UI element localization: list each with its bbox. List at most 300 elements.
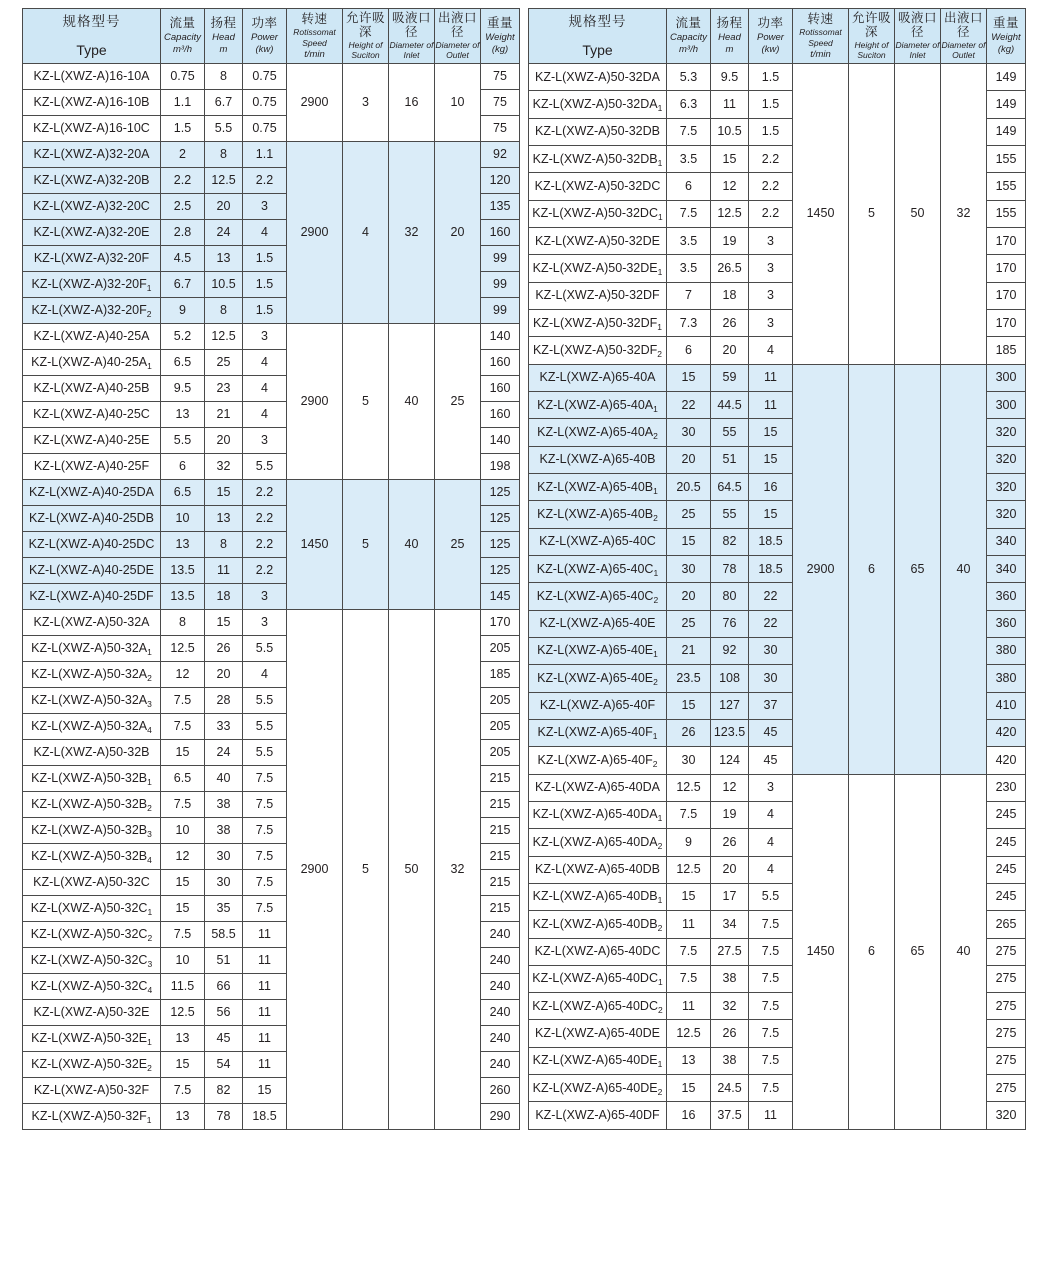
right-table-body bbox=[529, 64, 1026, 1130]
cell-capacity: 6.3 bbox=[667, 91, 711, 118]
cell-type: KZ-L(XWZ-A)50-32DA bbox=[529, 64, 667, 91]
cell-weight: 149 bbox=[987, 91, 1026, 118]
cell-head: 11 bbox=[711, 91, 749, 118]
cell-type: KZ-L(XWZ-A)50-32DE bbox=[529, 227, 667, 254]
cell-head: 127 bbox=[711, 692, 749, 719]
cell-head: 9.5 bbox=[711, 64, 749, 91]
header-type bbox=[23, 9, 161, 64]
header-head bbox=[205, 9, 243, 64]
cell-suction-height: 4 bbox=[343, 142, 389, 324]
cell-head: 8 bbox=[205, 298, 243, 324]
header-type-en: Type bbox=[582, 41, 613, 58]
cell-weight: 245 bbox=[987, 856, 1026, 883]
left-spec-table bbox=[22, 8, 520, 1130]
cell-type: KZ-L(XWZ-A)50-32DF bbox=[529, 282, 667, 309]
cell-head: 26.5 bbox=[711, 255, 749, 282]
cell-type: KZ-L(XWZ-A)40-25F bbox=[23, 454, 161, 480]
cell-type: $KZ-L(XWZ-A)65-40DC_1$ bbox=[529, 965, 667, 992]
cell-speed: 2900 bbox=[287, 610, 343, 1130]
cell-head: 76 bbox=[711, 610, 749, 637]
header-outlet-cn: 出液口径 bbox=[943, 11, 983, 40]
cell-head: 27.5 bbox=[711, 938, 749, 965]
cell-power: 5.5 bbox=[749, 883, 793, 910]
cell-weight: 185 bbox=[481, 662, 520, 688]
cell-type: $KZ-L(XWZ-A)50-32DB_1$ bbox=[529, 145, 667, 172]
cell-head: 35 bbox=[205, 896, 243, 922]
header-outlet bbox=[941, 9, 987, 64]
cell-weight: 75 bbox=[481, 90, 520, 116]
header-weight-cn: 重量 bbox=[992, 16, 1019, 31]
cell-weight: 240 bbox=[481, 948, 520, 974]
cell-weight: 99 bbox=[481, 246, 520, 272]
cell-power: 11 bbox=[243, 1026, 287, 1052]
cell-type: $KZ-L(XWZ-A)65-40DE_1$ bbox=[529, 1047, 667, 1074]
cell-weight: 275 bbox=[987, 1075, 1026, 1102]
cell-type: $KZ-L(XWZ-A)50-32C_4$ bbox=[23, 974, 161, 1000]
cell-power: 3 bbox=[749, 282, 793, 309]
cell-outlet: 20 bbox=[435, 142, 481, 324]
cell-capacity: 3.5 bbox=[667, 255, 711, 282]
cell-weight: 340 bbox=[987, 555, 1026, 582]
cell-power: 7.5 bbox=[243, 870, 287, 896]
cell-suction-height: 5 bbox=[849, 64, 895, 365]
table-row bbox=[23, 64, 520, 90]
cell-capacity: 7.5 bbox=[161, 714, 205, 740]
cell-head: 12.5 bbox=[205, 168, 243, 194]
cell-head: 59 bbox=[711, 364, 749, 391]
cell-power: 7.5 bbox=[749, 1047, 793, 1074]
cell-power: 4 bbox=[243, 402, 287, 428]
cell-power: 18.5 bbox=[749, 555, 793, 582]
cell-power: 3 bbox=[749, 774, 793, 801]
cell-suction-height: 6 bbox=[849, 364, 895, 774]
cell-capacity: 6.5 bbox=[161, 350, 205, 376]
cell-capacity: 7.5 bbox=[667, 200, 711, 227]
cell-power: 22 bbox=[749, 583, 793, 610]
header-power-en: Power bbox=[251, 31, 278, 43]
cell-type: KZ-L(XWZ-A)65-40DA bbox=[529, 774, 667, 801]
cell-type: KZ-L(XWZ-A)50-32C bbox=[23, 870, 161, 896]
cell-weight: 155 bbox=[987, 173, 1026, 200]
header-power bbox=[243, 9, 287, 64]
cell-head: 8 bbox=[205, 532, 243, 558]
cell-weight: 155 bbox=[987, 200, 1026, 227]
cell-capacity: 3.5 bbox=[667, 145, 711, 172]
cell-power: 7.5 bbox=[749, 911, 793, 938]
cell-head: 78 bbox=[205, 1104, 243, 1130]
cell-type: $KZ-L(XWZ-A)65-40C_1$ bbox=[529, 555, 667, 582]
cell-power: 1.5 bbox=[243, 298, 287, 324]
cell-type: KZ-L(XWZ-A)65-40DF bbox=[529, 1102, 667, 1130]
cell-power: 11 bbox=[749, 391, 793, 418]
cell-capacity: 9 bbox=[667, 829, 711, 856]
header-inlet-en: Diameter of Inlet bbox=[389, 39, 434, 61]
cell-power: 15 bbox=[749, 419, 793, 446]
header-suction-height-en: Height of Suciton bbox=[348, 39, 383, 61]
cell-head: 13 bbox=[205, 246, 243, 272]
cell-power: 5.5 bbox=[243, 740, 287, 766]
cell-capacity: 25 bbox=[667, 501, 711, 528]
cell-type: KZ-L(XWZ-A)32-20C bbox=[23, 194, 161, 220]
cell-type: $KZ-L(XWZ-A)65-40DB_2$ bbox=[529, 911, 667, 938]
cell-weight: 160 bbox=[481, 376, 520, 402]
cell-type: KZ-L(XWZ-A)40-25B bbox=[23, 376, 161, 402]
header-inlet bbox=[895, 9, 941, 64]
cell-type: $KZ-L(XWZ-A)65-40E_2$ bbox=[529, 665, 667, 692]
cell-head: 20 bbox=[711, 856, 749, 883]
cell-power: 0.75 bbox=[243, 116, 287, 142]
table-gap bbox=[520, 8, 528, 1130]
cell-type: $KZ-L(XWZ-A)50-32DE_1$ bbox=[529, 255, 667, 282]
cell-weight: 120 bbox=[481, 168, 520, 194]
cell-head: 18 bbox=[205, 584, 243, 610]
cell-capacity: 7 bbox=[667, 282, 711, 309]
header-head-cn: 扬程 bbox=[716, 16, 743, 31]
cell-power: 7.5 bbox=[243, 844, 287, 870]
cell-type: $KZ-L(XWZ-A)32-20F_1$ bbox=[23, 272, 161, 298]
cell-type: KZ-L(XWZ-A)65-40B bbox=[529, 446, 667, 473]
cell-speed: 2900 bbox=[793, 364, 849, 774]
cell-weight: 205 bbox=[481, 714, 520, 740]
cell-head: 12.5 bbox=[205, 324, 243, 350]
cell-power: 11 bbox=[749, 364, 793, 391]
cell-head: 123.5 bbox=[711, 719, 749, 746]
cell-weight: 215 bbox=[481, 896, 520, 922]
cell-head: 21 bbox=[205, 402, 243, 428]
cell-type: $KZ-L(XWZ-A)65-40E_1$ bbox=[529, 637, 667, 664]
cell-power: 1.5 bbox=[749, 91, 793, 118]
cell-capacity: 8 bbox=[161, 610, 205, 636]
cell-power: 5.5 bbox=[243, 636, 287, 662]
left-table-header bbox=[23, 9, 520, 64]
header-capacity-cn: 流量 bbox=[675, 16, 702, 31]
cell-capacity: 2.2 bbox=[161, 168, 205, 194]
cell-weight: 275 bbox=[987, 938, 1026, 965]
cell-head: 38 bbox=[711, 1047, 749, 1074]
cell-type: KZ-L(XWZ-A)40-25DB bbox=[23, 506, 161, 532]
header-speed bbox=[793, 9, 849, 64]
cell-power: 7.5 bbox=[749, 1075, 793, 1102]
cell-speed: 1450 bbox=[793, 774, 849, 1129]
cell-type: $KZ-L(XWZ-A)40-25A_1$ bbox=[23, 350, 161, 376]
header-suction-height-en: Height of Suciton bbox=[854, 39, 889, 61]
cell-power: 3 bbox=[243, 194, 287, 220]
cell-head: 20 bbox=[711, 337, 749, 364]
cell-weight: 215 bbox=[481, 870, 520, 896]
cell-power: 1.5 bbox=[749, 64, 793, 91]
cell-type: KZ-L(XWZ-A)65-40A bbox=[529, 364, 667, 391]
cell-capacity: 12.5 bbox=[667, 1020, 711, 1047]
cell-capacity: 15 bbox=[667, 528, 711, 555]
cell-type: $KZ-L(XWZ-A)32-20F_2$ bbox=[23, 298, 161, 324]
cell-type: $KZ-L(XWZ-A)65-40F_2$ bbox=[529, 747, 667, 774]
cell-power: 5.5 bbox=[243, 714, 287, 740]
cell-type: $KZ-L(XWZ-A)65-40C_2$ bbox=[529, 583, 667, 610]
cell-suction-height: 5 bbox=[343, 324, 389, 480]
cell-head: 17 bbox=[711, 883, 749, 910]
cell-head: 55 bbox=[711, 419, 749, 446]
cell-power: 4 bbox=[243, 350, 287, 376]
cell-power: 0.75 bbox=[243, 64, 287, 90]
header-speed-cn: 转速 bbox=[807, 11, 834, 26]
cell-power: 7.5 bbox=[749, 993, 793, 1020]
cell-capacity: 6 bbox=[161, 454, 205, 480]
cell-type: $KZ-L(XWZ-A)50-32A_1$ bbox=[23, 636, 161, 662]
cell-capacity: 6.5 bbox=[161, 480, 205, 506]
cell-head: 80 bbox=[711, 583, 749, 610]
header-row bbox=[529, 9, 1026, 64]
cell-weight: 265 bbox=[987, 911, 1026, 938]
cell-head: 15 bbox=[205, 610, 243, 636]
cell-head: 5.5 bbox=[205, 116, 243, 142]
cell-head: 15 bbox=[711, 145, 749, 172]
table-row bbox=[23, 480, 520, 506]
cell-capacity: 1.1 bbox=[161, 90, 205, 116]
cell-head: 34 bbox=[711, 911, 749, 938]
cell-capacity: 12.5 bbox=[161, 636, 205, 662]
header-outlet-en: Diameter of Outlet bbox=[941, 39, 986, 61]
cell-weight: 320 bbox=[987, 473, 1026, 500]
cell-weight: 275 bbox=[987, 965, 1026, 992]
cell-head: 19 bbox=[711, 227, 749, 254]
header-weight-en: Weight bbox=[485, 31, 515, 43]
header-power bbox=[749, 9, 793, 64]
cell-capacity: 13 bbox=[667, 1047, 711, 1074]
cell-power: 11 bbox=[243, 974, 287, 1000]
cell-weight: 420 bbox=[987, 719, 1026, 746]
cell-weight: 125 bbox=[481, 558, 520, 584]
cell-weight: 215 bbox=[481, 818, 520, 844]
header-weight bbox=[987, 9, 1026, 64]
cell-weight: 149 bbox=[987, 64, 1026, 91]
cell-capacity: 6.7 bbox=[161, 272, 205, 298]
cell-power: 4 bbox=[749, 856, 793, 883]
cell-speed: 2900 bbox=[287, 324, 343, 480]
cell-type: KZ-L(XWZ-A)50-32DC bbox=[529, 173, 667, 200]
cell-head: 40 bbox=[205, 766, 243, 792]
cell-weight: 360 bbox=[987, 610, 1026, 637]
cell-capacity: 15 bbox=[161, 896, 205, 922]
cell-power: 1.1 bbox=[243, 142, 287, 168]
cell-capacity: 12.5 bbox=[161, 1000, 205, 1026]
cell-type: KZ-L(XWZ-A)50-32E bbox=[23, 1000, 161, 1026]
header-suction-height-cn: 允许吸深 bbox=[345, 11, 385, 40]
cell-weight: 260 bbox=[481, 1078, 520, 1104]
header-type-cn: 规格型号 bbox=[568, 13, 627, 29]
cell-power: 4 bbox=[749, 829, 793, 856]
header-head-unit: m bbox=[219, 43, 228, 55]
cell-weight: 140 bbox=[481, 324, 520, 350]
cell-power: 2.2 bbox=[749, 173, 793, 200]
cell-inlet: 65 bbox=[895, 364, 941, 774]
cell-head: 20 bbox=[205, 428, 243, 454]
table-row bbox=[529, 774, 1026, 801]
cell-type: $KZ-L(XWZ-A)50-32C_3$ bbox=[23, 948, 161, 974]
cell-head: 28 bbox=[205, 688, 243, 714]
cell-capacity: 12 bbox=[161, 844, 205, 870]
cell-head: 26 bbox=[711, 309, 749, 336]
header-weight-unit: (kg) bbox=[491, 43, 509, 55]
cell-head: 82 bbox=[205, 1078, 243, 1104]
cell-head: 45 bbox=[205, 1026, 243, 1052]
header-row bbox=[23, 9, 520, 64]
cell-head: 10.5 bbox=[711, 118, 749, 145]
cell-type: $KZ-L(XWZ-A)50-32DC_1$ bbox=[529, 200, 667, 227]
cell-weight: 145 bbox=[481, 584, 520, 610]
cell-head: 56 bbox=[205, 1000, 243, 1026]
cell-power: 11 bbox=[243, 1000, 287, 1026]
table-row bbox=[23, 142, 520, 168]
cell-capacity: 15 bbox=[667, 364, 711, 391]
cell-type: $KZ-L(XWZ-A)65-40DE_2$ bbox=[529, 1075, 667, 1102]
cell-capacity: 20 bbox=[667, 583, 711, 610]
cell-power: 7.5 bbox=[243, 766, 287, 792]
cell-head: 24 bbox=[205, 220, 243, 246]
cell-power: 4 bbox=[749, 801, 793, 828]
cell-weight: 170 bbox=[987, 255, 1026, 282]
cell-capacity: 30 bbox=[667, 419, 711, 446]
cell-weight: 320 bbox=[987, 419, 1026, 446]
cell-power: 11 bbox=[243, 922, 287, 948]
header-speed-unit: t/min bbox=[304, 48, 325, 60]
cell-power: 2.2 bbox=[749, 200, 793, 227]
cell-capacity: 2 bbox=[161, 142, 205, 168]
cell-head: 108 bbox=[711, 665, 749, 692]
cell-power: 5.5 bbox=[243, 688, 287, 714]
cell-capacity: 13.5 bbox=[161, 558, 205, 584]
cell-capacity: 7.5 bbox=[161, 688, 205, 714]
cell-outlet: 10 bbox=[435, 64, 481, 142]
cell-suction-height: 5 bbox=[343, 480, 389, 610]
cell-head: 37.5 bbox=[711, 1102, 749, 1130]
cell-power: 3 bbox=[749, 255, 793, 282]
cell-power: 4 bbox=[749, 337, 793, 364]
cell-head: 38 bbox=[711, 965, 749, 992]
cell-head: 25 bbox=[205, 350, 243, 376]
cell-power: 0.75 bbox=[243, 90, 287, 116]
cell-power: 18.5 bbox=[749, 528, 793, 555]
cell-type: $KZ-L(XWZ-A)65-40DA_2$ bbox=[529, 829, 667, 856]
cell-weight: 340 bbox=[987, 528, 1026, 555]
cell-capacity: 11 bbox=[667, 911, 711, 938]
cell-weight: 320 bbox=[987, 446, 1026, 473]
cell-inlet: 50 bbox=[389, 610, 435, 1130]
cell-capacity: 13 bbox=[161, 402, 205, 428]
cell-head: 15 bbox=[205, 480, 243, 506]
header-weight-unit: (kg) bbox=[997, 43, 1015, 55]
cell-inlet: 16 bbox=[389, 64, 435, 142]
cell-type: KZ-L(XWZ-A)65-40C bbox=[529, 528, 667, 555]
cell-power: 11 bbox=[749, 1102, 793, 1130]
header-type bbox=[529, 9, 667, 64]
cell-type: $KZ-L(XWZ-A)50-32A_4$ bbox=[23, 714, 161, 740]
cell-weight: 320 bbox=[987, 501, 1026, 528]
cell-head: 8 bbox=[205, 64, 243, 90]
cell-weight: 205 bbox=[481, 740, 520, 766]
cell-type: KZ-L(XWZ-A)50-32F bbox=[23, 1078, 161, 1104]
cell-speed: 2900 bbox=[287, 142, 343, 324]
cell-weight: 155 bbox=[987, 145, 1026, 172]
cell-inlet: 65 bbox=[895, 774, 941, 1129]
cell-type: $KZ-L(XWZ-A)50-32B_3$ bbox=[23, 818, 161, 844]
cell-type: KZ-L(XWZ-A)32-20B bbox=[23, 168, 161, 194]
cell-head: 18 bbox=[711, 282, 749, 309]
cell-weight: 160 bbox=[481, 402, 520, 428]
cell-power: 3 bbox=[243, 610, 287, 636]
cell-power: 16 bbox=[749, 473, 793, 500]
cell-head: 44.5 bbox=[711, 391, 749, 418]
cell-type: KZ-L(XWZ-A)16-10C bbox=[23, 116, 161, 142]
cell-power: 45 bbox=[749, 747, 793, 774]
cell-weight: 215 bbox=[481, 844, 520, 870]
header-speed-unit: t/min bbox=[810, 48, 831, 60]
cell-head: 30 bbox=[205, 870, 243, 896]
right-spec-table bbox=[528, 8, 1026, 1130]
cell-weight: 240 bbox=[481, 1000, 520, 1026]
cell-type: $KZ-L(XWZ-A)50-32B_1$ bbox=[23, 766, 161, 792]
cell-capacity: 6 bbox=[667, 337, 711, 364]
header-power-unit: (kw) bbox=[255, 43, 274, 55]
cell-type: KZ-L(XWZ-A)40-25DF bbox=[23, 584, 161, 610]
header-inlet-en: Diameter of Inlet bbox=[895, 39, 940, 61]
cell-capacity: 7.5 bbox=[161, 922, 205, 948]
cell-type: $KZ-L(XWZ-A)50-32C_1$ bbox=[23, 896, 161, 922]
cell-inlet: 40 bbox=[389, 480, 435, 610]
cell-type: $KZ-L(XWZ-A)50-32DF_1$ bbox=[529, 309, 667, 336]
cell-head: 26 bbox=[205, 636, 243, 662]
cell-weight: 135 bbox=[481, 194, 520, 220]
cell-weight: 149 bbox=[987, 118, 1026, 145]
header-weight-en: Weight bbox=[991, 31, 1021, 43]
cell-weight: 275 bbox=[987, 1020, 1026, 1047]
cell-capacity: 13 bbox=[161, 1104, 205, 1130]
cell-speed: 1450 bbox=[287, 480, 343, 610]
header-speed-en: Rotissomat Speed bbox=[293, 27, 336, 48]
cell-weight: 125 bbox=[481, 532, 520, 558]
cell-capacity: 10 bbox=[161, 948, 205, 974]
cell-outlet: 40 bbox=[941, 364, 987, 774]
cell-type: $KZ-L(XWZ-A)65-40A_1$ bbox=[529, 391, 667, 418]
cell-power: 1.5 bbox=[243, 272, 287, 298]
cell-power: 37 bbox=[749, 692, 793, 719]
cell-type: $KZ-L(XWZ-A)65-40F_1$ bbox=[529, 719, 667, 746]
cell-weight: 140 bbox=[481, 428, 520, 454]
cell-capacity: 23.5 bbox=[667, 665, 711, 692]
cell-head: 54 bbox=[205, 1052, 243, 1078]
cell-weight: 92 bbox=[481, 142, 520, 168]
cell-speed: 2900 bbox=[287, 64, 343, 142]
cell-type: KZ-L(XWZ-A)40-25A bbox=[23, 324, 161, 350]
cell-head: 32 bbox=[205, 454, 243, 480]
cell-type: $KZ-L(XWZ-A)50-32C_2$ bbox=[23, 922, 161, 948]
cell-power: 7.5 bbox=[243, 896, 287, 922]
cell-capacity: 7.5 bbox=[667, 965, 711, 992]
cell-head: 26 bbox=[711, 1020, 749, 1047]
cell-power: 22 bbox=[749, 610, 793, 637]
cell-weight: 245 bbox=[987, 883, 1026, 910]
cell-head: 19 bbox=[711, 801, 749, 828]
cell-capacity: 5.3 bbox=[667, 64, 711, 91]
header-capacity-unit: m³/h bbox=[173, 43, 192, 55]
cell-head: 64.5 bbox=[711, 473, 749, 500]
cell-power: 3 bbox=[243, 428, 287, 454]
cell-weight: 215 bbox=[481, 766, 520, 792]
cell-head: 66 bbox=[205, 974, 243, 1000]
cell-capacity: 15 bbox=[667, 692, 711, 719]
header-capacity bbox=[161, 9, 205, 64]
cell-weight: 230 bbox=[987, 774, 1026, 801]
cell-power: 15 bbox=[749, 501, 793, 528]
